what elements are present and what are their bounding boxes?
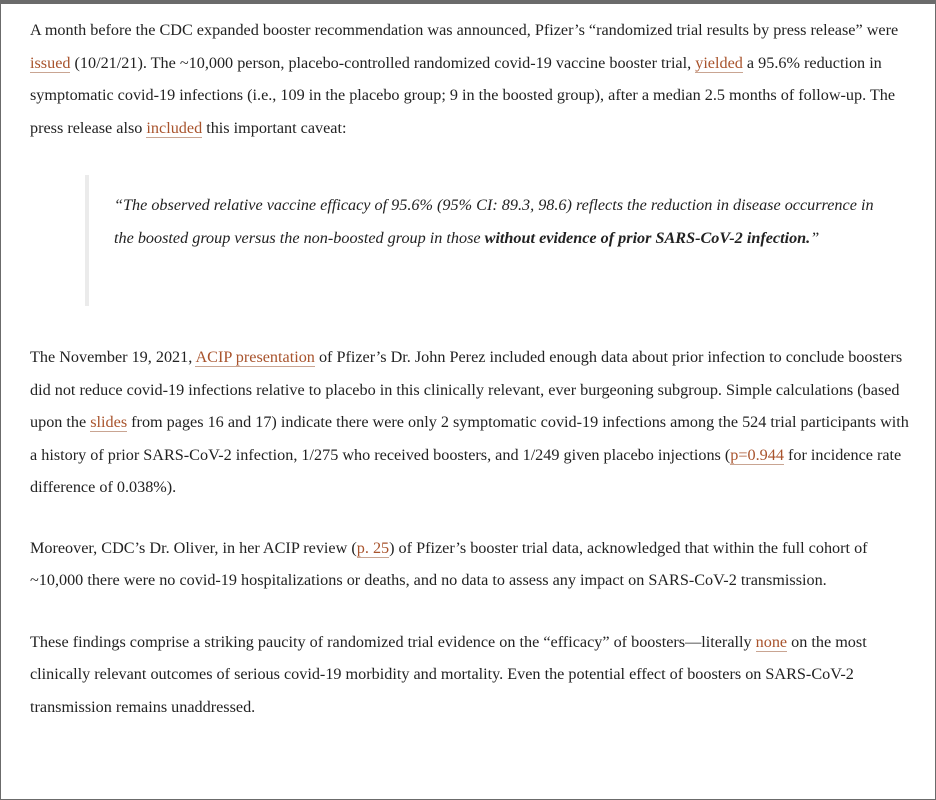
link-page-25[interactable]: p. 25 xyxy=(356,538,390,557)
link-included[interactable]: included xyxy=(146,118,203,137)
article-body xyxy=(30,14,920,723)
quote-closing-mark: ” xyxy=(810,228,820,247)
link-slides[interactable]: slides xyxy=(90,413,128,431)
text: Moreover, CDC’s Dr. Oliver, in her ACIP review ( xyxy=(30,538,357,557)
link-issued[interactable]: issued xyxy=(30,53,71,72)
caveat-blockquote xyxy=(85,175,894,306)
paragraph-acip-presentation xyxy=(30,341,920,504)
text: from pages 16 and 17) indicate there were only 2 symptomatic covid-19 infections among the 524 trial participants with a history of prior SARS-CoV-2 infection, 1/275 who received boosters, and 1/249 given placebo injections ( xyxy=(30,413,909,464)
text: A month before the CDC expanded booster recommendation was announced, Pfizer’s “randomized trial results by press release” were xyxy=(30,21,899,39)
paragraph-pfizer-press-release xyxy=(30,14,920,144)
link-p-value[interactable]: p=0.944 xyxy=(730,445,784,464)
link-acip-presentation[interactable]: ACIP presentation xyxy=(195,348,315,366)
text: this important caveat: xyxy=(202,118,347,137)
text: a 95.6% reduction in symptomatic covid-19 infections (i.e., 109 in the placebo group; 9 in the boosted group), after a median 2.5 months of follow-up. The press release also xyxy=(30,53,896,137)
paragraph-cdc-oliver-review xyxy=(30,532,920,597)
text: (10/21/21). The ~10,000 person, placebo-controlled randomized covid-19 vaccine booster trial, xyxy=(70,53,696,72)
paragraph-findings xyxy=(30,626,920,724)
text: The November 19, 2021, xyxy=(30,348,196,366)
quote-text: “The observed relative vaccine efficacy of 95.6% (95% CI: 89.3, 98.6) reflects the reduction in disease occurrence in the boosted group versus the non-boosted group in those xyxy=(114,196,874,247)
quote-bold-text: without evidence of prior SARS-CoV-2 infection. xyxy=(484,228,811,247)
text: of Pfizer’s Dr. John Perez included enough data about prior infection to conclude boosters did not reduce covid-19 infections relative to placebo in this clinically relevant, ever burgeoning subgroup. Simple calculations (based upon the xyxy=(30,348,903,431)
text: on the most clinically relevant outcomes of serious covid-19 morbidity and mortality. Even the potential effect of boosters on SARS-CoV-2 transmission remains unaddressed. xyxy=(30,632,867,716)
text: ) of Pfizer’s booster trial data, acknowledged that within the full cohort of ~10,000 there were no covid-19 hospitalizations or deaths, and no data to assess any impact on SARS-CoV-2 transmission. xyxy=(30,538,868,589)
text: for incidence rate difference of 0.038%). xyxy=(30,445,902,496)
text: These findings comprise a striking paucity of randomized trial evidence on the “efficacy” of boosters—literally xyxy=(30,632,756,651)
link-yielded[interactable]: yielded xyxy=(695,53,743,72)
link-none[interactable]: none xyxy=(755,632,788,651)
